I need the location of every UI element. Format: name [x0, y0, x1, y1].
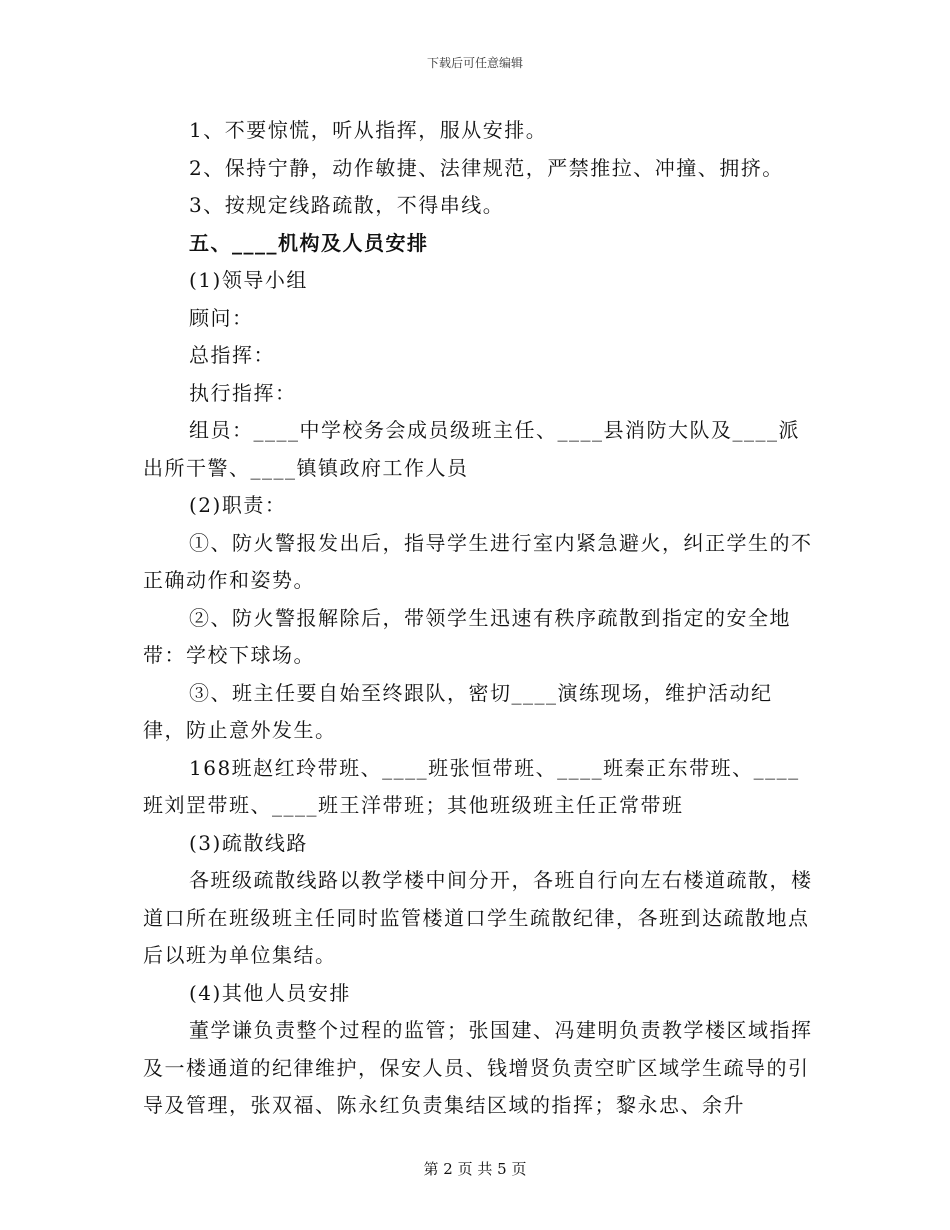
duty-paragraph: ③、班主任要自始至终跟队，密切____演练现场，维护活动纪律，防止意外发生。 — [143, 680, 773, 742]
duty-paragraph: ②、防火警报解除后，带领学生迅速有秩序疏散到指定的安全地带：学校下球场。 — [143, 605, 791, 667]
class-leaders-paragraph: 168班赵红玲带班、____班张恒带班、____班秦正东带班、____班刘罡带班、____班王洋带班；其他班级班主任正常带班 — [143, 755, 800, 817]
subsection-heading: (1)领导小组 — [189, 268, 308, 292]
page-number: 第 2 页 共 5 页 — [423, 1160, 527, 1178]
exec-commander-line: 执行指挥： — [189, 380, 297, 405]
members-paragraph: 组员：____中学校务会成员级班主任、____县消防大队及____派出所干警、____镇镇政府工作人员 — [143, 418, 800, 480]
duty-paragraph: ①、防火警报发出后，指导学生进行室内紧急避火，纠正学生的不正确动作和姿势。 — [143, 530, 813, 592]
list-item: 1、不要惊慌，听从指挥，服从安排。 — [189, 118, 548, 142]
advisor-line: 顾问： — [189, 305, 254, 330]
list-item: 3、按规定线路疏散，不得串线。 — [189, 193, 505, 217]
subsection-heading: (4)其他人员安排 — [189, 980, 351, 1005]
subsection-heading: (3)疏散线路 — [189, 830, 308, 855]
others-paragraph: 董学谦负责整个过程的监管；张国建、冯建明负责教学楼区域指挥及一楼通道的纪律维护，保安人员、钱增贤负责空旷区域学生疏导的引导及管理，张双福、陈永红负责集结区域的指挥；黎永忠、余升 — [143, 1018, 813, 1117]
page-header-note: 下载后可任意编辑 — [426, 56, 523, 70]
document-body — [143, 112, 813, 1125]
route-paragraph: 各班级疏散线路以教学楼中间分开，各班自行向左右楼道疏散，楼道口所在班级班主任同时监管楼道口学生疏散纪律，各班到达疏散地点后以班为单位集结。 — [143, 868, 813, 967]
subsection-heading: (2)职责： — [189, 493, 287, 517]
chief-commander-line: 总指挥： — [189, 343, 275, 367]
section-heading: 五、____机构及人员安排 — [189, 230, 429, 255]
list-item: 2、保持宁静，动作敏捷、法律规范，严禁推拉、冲撞、拥挤。 — [189, 155, 784, 180]
